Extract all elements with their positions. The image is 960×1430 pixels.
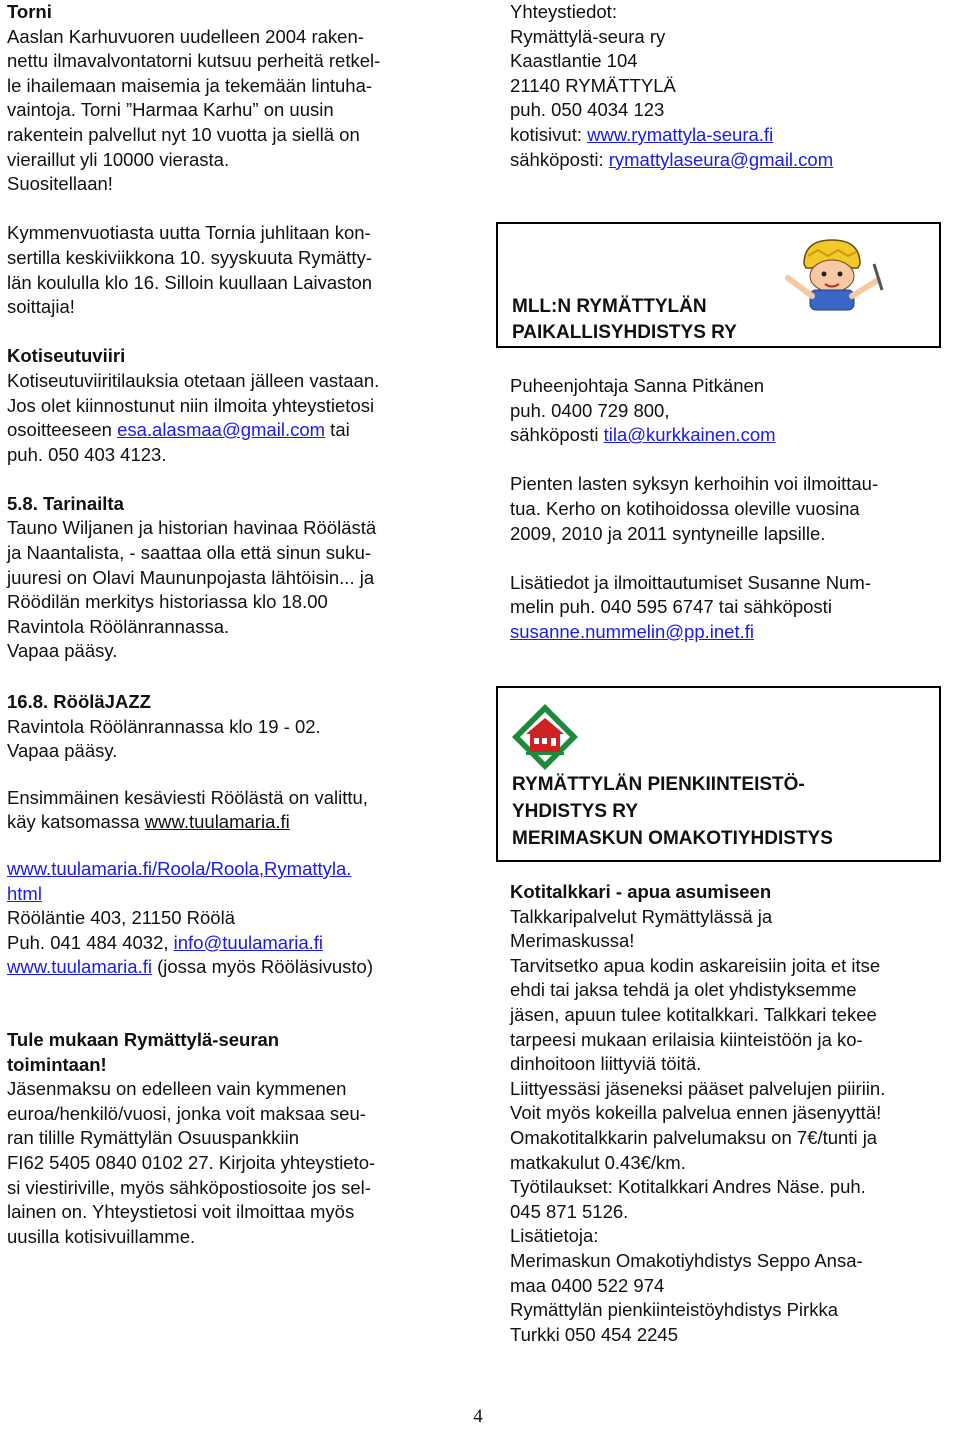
- contact-email-line: [510, 148, 950, 173]
- join-line: Jäsenmaksu on edelleen vain kymmenen: [7, 1078, 347, 1100]
- tarinailta-line: Tauno Wiljanen ja historian havinaa Röölästä: [7, 517, 377, 539]
- roola-url-link-cont[interactable]: html: [7, 882, 42, 904]
- rymattylaseura-email-link[interactable]: rymattylaseura@gmail.com: [608, 148, 834, 170]
- mll-email-prefix: sähköposti: [510, 424, 604, 446]
- omakotiyhdistys-title: MERIMASKUN OMAKOTIYHDISTYS: [512, 828, 833, 849]
- tarinailta-heading: 5.8. Tarinailta: [7, 492, 124, 514]
- mll-section: [510, 374, 950, 645]
- kotitalkkari-section: [510, 880, 950, 1347]
- news-prefix: käy katsomassa: [7, 811, 145, 833]
- email-prefix: sähköposti:: [510, 148, 609, 170]
- news-line: [7, 810, 467, 835]
- join-line: uusilla kotisivuillamme.: [7, 1225, 196, 1247]
- kotiseutuviiri-email-line: [7, 418, 467, 443]
- tarinailta-line: Vapaa pääsy.: [7, 640, 118, 662]
- club-line: tua. Kerho on kotihoidossa oleville vuosina: [510, 497, 860, 519]
- tarinailta-line: Ravintola Röölänrannassa.: [7, 615, 230, 637]
- email-link-esa[interactable]: esa.alasmaa@gmail.com: [117, 419, 326, 441]
- kotitalkkari-line: maa 0400 522 974: [510, 1274, 665, 1296]
- concert-line: sertilla keskiviikkona 10. syyskuuta Rymätty-: [7, 246, 372, 268]
- kotitalkkari-line: Merimaskussa!: [510, 930, 635, 952]
- roola-address: Rööläntie 403, 21150 Röölä: [7, 907, 235, 929]
- join-line: ran tilille Rymättylän Osuuspankkiin: [7, 1127, 300, 1149]
- kotitalkkari-line: jäsen, apuun tulee kotitalkkari. Talkkari tekee: [510, 1003, 877, 1025]
- join-heading-cont: toimintaan!: [7, 1053, 107, 1075]
- kotitalkkari-line: dinhoitoon liittyviä töitä.: [510, 1053, 702, 1075]
- child-mascot-icon: [770, 234, 890, 314]
- kotiseutuviiri-phone: puh. 050 403 4123.: [7, 443, 167, 465]
- torni-line: rakentein palvellut nyt 10 vuotta ja siellä on: [7, 123, 360, 145]
- kotitalkkari-line: Merimaskun Omakotiyhdistys Seppo Ansa-: [510, 1249, 863, 1271]
- info-line: Lisätiedot ja ilmoittautumiset Susanne Num-: [510, 571, 871, 593]
- join-line: euroa/henkilö/vuosi, jonka voit maksaa seu-: [7, 1102, 366, 1124]
- roolajazz-line: Vapaa pääsy.: [7, 740, 118, 762]
- roola-url-link[interactable]: www.tuulamaria.fi/Roola/Roola,Rymattyla.: [7, 857, 352, 879]
- kotitalkkari-line: 045 871 5126.: [510, 1200, 629, 1222]
- kotiseutuviiri-heading: Kotiseutuviiri: [7, 345, 126, 367]
- contact-line: Kaastlantie 104: [510, 50, 638, 72]
- torni-line: le ihailemaan maisemia ja tekemään lintuha-: [7, 74, 373, 96]
- torni-line: nettu ilmavalvontatorni kutsuu perheitä retkel-: [7, 50, 381, 72]
- torni-section: [7, 0, 467, 664]
- nummelin-email-link[interactable]: susanne.nummelin@pp.inet.fi: [510, 620, 754, 642]
- roolajazz-heading: 16.8. RööläJAZZ: [7, 691, 151, 712]
- kotitalkkari-line: Talkkaripalvelut Rymättylässä ja: [510, 905, 773, 927]
- torni-line: Suositellaan!: [7, 173, 113, 195]
- mll-title-box: [496, 222, 941, 348]
- tuulamaria-site-link[interactable]: www.tuulamaria.fi: [7, 956, 152, 978]
- torni-heading: Torni: [7, 1, 52, 22]
- tarinailta-line: ja Naantalista, - saattaa olla että sinun suku-: [7, 542, 372, 564]
- join-line: FI62 5405 0840 0102 27. Kirjoita yhteystieto-: [7, 1151, 376, 1173]
- kotitalkkari-heading: Kotitalkkari - apua asumiseen: [510, 881, 772, 902]
- mll-chair: Puheenjohtaja Sanna Pitkänen: [510, 375, 765, 396]
- kiinteisto-title-cont: YHDISTYS RY: [512, 801, 638, 822]
- contact-section: [510, 0, 950, 172]
- email-suffix: tai: [325, 419, 350, 441]
- concert-line: Kymmenvuotiasta uutta Tornia juhlitaan kon-: [7, 222, 371, 244]
- kotitalkkari-line: tarpeesi mukaan erilaisia kiinteistöön ja ko-: [510, 1028, 863, 1050]
- rymattyla-seura-link[interactable]: www.rymattyla-seura.fi: [587, 123, 774, 145]
- page-number: 4: [473, 1406, 483, 1427]
- kurkkainen-email-link[interactable]: tila@kurkkainen.com: [603, 424, 776, 446]
- kotitalkkari-line: Voit myös kokeilla palvelua ennen jäsenyyttä!: [510, 1102, 882, 1124]
- kiinteisto-title: RYMÄTTYLÄN PIENKIINTEISTÖ-: [512, 774, 805, 795]
- torni-line: vaintoja. Torni ”Harmaa Karhu” on uusin: [7, 99, 334, 121]
- concert-line: soittajia!: [7, 296, 75, 318]
- news-line: Ensimmäinen kesäviesti Röölästä on valittu,: [7, 786, 368, 808]
- torni-line: vieraillut yli 10000 vierasta.: [7, 148, 230, 170]
- mll-title: MLL:N RYMÄTTYLÄN: [512, 296, 707, 317]
- roola-phone: Puh. 041 484 4032,: [7, 931, 174, 953]
- roola-site-suffix: (jossa myös Rööläsivusto): [151, 956, 374, 978]
- kotiseutuviiri-line: Kotiseutuviiritilauksia otetaan jälleen vastaan.: [7, 369, 380, 391]
- kotitalkkari-line: Turkki 050 454 2245: [510, 1323, 678, 1345]
- join-heading: Tule mukaan Rymättylä-seuran: [7, 1028, 280, 1050]
- kotiseutuviiri-line: Jos olet kiinnostunut niin ilmoita yhteystietosi: [7, 394, 375, 416]
- info-email-link[interactable]: info@tuulamaria.fi: [173, 931, 324, 953]
- roola-site-line: [7, 955, 467, 980]
- kotitalkkari-line: Tarvitsetko apua kodin askareisiin joita et itse: [510, 954, 881, 976]
- info-line: melin puh. 040 595 6747 tai sähköposti: [510, 596, 832, 618]
- site-prefix: kotisivut:: [510, 123, 588, 145]
- club-line: Pienten lasten syksyn kerhoihin voi ilmoittau-: [510, 473, 879, 495]
- concert-line: län koululla klo 16. Silloin kuullaan Laivaston: [7, 271, 373, 293]
- contact-line: puh. 050 4034 123: [510, 99, 665, 121]
- kotitalkkari-line: Liittyessäsi jäseneksi pääset palvelujen piiriin.: [510, 1077, 886, 1099]
- kiinteisto-title-box: [496, 686, 941, 862]
- join-line: si viestiriville, myös sähköpostiosoite jos sel-: [7, 1176, 371, 1198]
- kotitalkkari-line: Rymättylän pienkiinteistöyhdistys Pirkka: [510, 1299, 838, 1321]
- house-logo-icon: [510, 702, 580, 772]
- kotitalkkari-line: ehdi tai jaksa tehdä ja olet yhdistyksemme: [510, 979, 857, 1001]
- email-prefix: osoitteeseen: [7, 419, 118, 441]
- roola-phone-line: [7, 931, 467, 956]
- mll-phone: puh. 0400 729 800,: [510, 399, 670, 421]
- contact-line: Rymättylä-seura ry: [510, 25, 666, 47]
- join-line: lainen on. Yhteystietosi voit ilmoittaa myös: [7, 1201, 355, 1223]
- torni-line: Aaslan Karhuvuoren uudelleen 2004 raken-: [7, 25, 364, 47]
- tuulamaria-link[interactable]: www.tuulamaria.fi: [144, 811, 290, 833]
- contact-site-line: [510, 123, 950, 148]
- roolajazz-line: Ravintola Röölänrannassa klo 19 - 02.: [7, 715, 321, 737]
- contact-line: Yhteystiedot:: [510, 1, 617, 22]
- club-line: 2009, 2010 ja 2011 syntyneille lapsille.: [510, 522, 826, 544]
- mll-title-cont: PAIKALLISYHDISTYS RY: [512, 322, 737, 343]
- contact-line: 21140 RYMÄTTYLÄ: [510, 74, 676, 96]
- roolajazz-section: [7, 690, 467, 1249]
- tarinailta-line: juuresi on Olavi Maununpojasta lähtöisin... ja: [7, 566, 375, 588]
- kotitalkkari-line: Työtilaukset: Kotitalkkari Andres Näse. puh.: [510, 1176, 866, 1198]
- tarinailta-line: Röödilän merkitys historiassa klo 18.00: [7, 591, 328, 613]
- kotitalkkari-line: Lisätietoja:: [510, 1225, 599, 1247]
- kotitalkkari-line: matkakulut 0.43€/km.: [510, 1151, 686, 1173]
- kotitalkkari-line: Omakotitalkkarin palvelumaksu on 7€/tunti ja: [510, 1126, 878, 1148]
- mll-email-line: [510, 423, 950, 448]
